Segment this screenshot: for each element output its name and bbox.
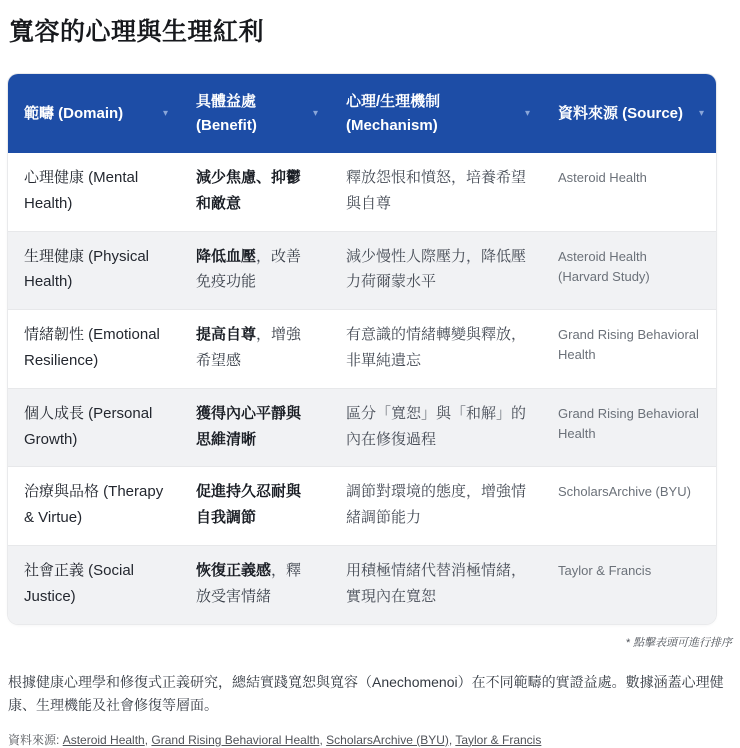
benefit-cell: 獲得內心平靜與思維清晰 <box>196 404 302 448</box>
domain-cell: 心理健康 (Mental Health) <box>24 169 139 212</box>
column-header-domain[interactable] <box>8 74 180 153</box>
table-row <box>8 466 716 545</box>
domain-cell: 情緒韌性 (Emotional Resilience) <box>24 326 160 369</box>
source-link-grand-rising[interactable]: Grand Rising Behavioral Health <box>151 732 320 747</box>
benefit-cell: 促進持久忍耐與自我調節 <box>196 483 302 527</box>
source-cell: Asteroid Health <box>558 170 647 185</box>
source-cell: ScholarsArchive (BYU) <box>558 484 691 500</box>
sort-hint-footnote: * 點擊表頭可進行排序 <box>625 636 732 649</box>
mechanism-cell: 調節對環境的態度，增強情緒調節能力 <box>346 483 527 527</box>
column-header-label: 具體益處 (Benefit) <box>196 93 257 134</box>
source-link-asteroid-health[interactable]: Asteroid Health <box>62 732 145 747</box>
benefit-cell: 提高自尊，增強希望感 <box>196 326 302 369</box>
mechanism-cell: 釋放怨恨和憤怒，培養希望與自尊 <box>346 169 527 212</box>
benefit-cell: 恢復正義感，釋放受害情緒 <box>196 561 302 605</box>
column-header-source[interactable] <box>542 74 716 153</box>
table-row <box>8 309 716 388</box>
source-cell: Grand Rising Behavioral Health <box>558 327 699 363</box>
sources-label: 資料來源: <box>8 732 60 747</box>
benefits-table <box>8 74 716 624</box>
column-header-label: 資料來源 (Source) <box>558 104 684 122</box>
mechanism-cell: 區分「寬恕」與「和解」的內在修復過程 <box>346 404 527 448</box>
domain-cell: 治療與品格 (Therapy & Virtue) <box>24 483 164 527</box>
mechanism-cell: 用積極情緒代替消極情緒，實現內在寬恕 <box>346 561 527 605</box>
sources-line: 資料來源: Asteroid Health, Grand Rising Behavioral Health, ScholarsArchive (BYU), Taylor & Francis <box>8 732 542 747</box>
table-row <box>8 153 716 231</box>
domain-cell: 個人成長 (Personal Growth) <box>24 404 153 448</box>
table-body <box>8 153 716 624</box>
column-header-benefit[interactable] <box>180 74 330 153</box>
column-header-label: 範疇 (Domain) <box>24 104 124 122</box>
sort-down-icon: ▾ <box>524 107 530 119</box>
table-header-row <box>8 74 716 153</box>
source-link-taylor-francis[interactable]: Taylor & Francis <box>455 732 542 747</box>
benefit-cell: 減少焦慮、抑鬱和敵意 <box>196 169 302 212</box>
mechanism-cell: 有意識的情緒轉變與釋放，非單純遺忘 <box>346 326 527 369</box>
table-row <box>8 545 716 624</box>
source-cell: Asteroid Health (Harvard Study) <box>558 248 650 284</box>
source-cell: Grand Rising Behavioral Health <box>558 405 699 441</box>
table-row <box>8 388 716 467</box>
domain-cell: 社會正義 (Social Justice) <box>24 561 135 605</box>
column-header-mechanism[interactable] <box>330 74 542 153</box>
mechanism-cell: 減少慢性人際壓力，降低壓力荷爾蒙水平 <box>346 247 527 291</box>
domain-cell: 生理健康 (Physical Health) <box>24 247 150 291</box>
sort-down-icon: ▾ <box>698 107 704 119</box>
table-row <box>8 231 716 310</box>
source-link-scholarsarchive[interactable]: ScholarsArchive (BYU) <box>326 732 449 747</box>
sort-down-icon: ▾ <box>162 107 168 119</box>
summary-paragraph: 根據健康心理學和修復式正義研究，總結實踐寬恕與寬容（Anechomenoi）在不同範疇的實證益處。數據涵蓋心理健康、生理機能及社會修復等層面。 <box>8 673 724 713</box>
sort-down-icon: ▾ <box>312 107 318 119</box>
benefit-cell: 降低血壓，改善免疫功能 <box>196 247 302 291</box>
source-cell: Taylor & Francis <box>558 562 652 578</box>
column-header-label: 心理/生理機制 (Mechanism) <box>346 93 441 134</box>
page-title: 寬容的心理與生理紅利 <box>9 18 265 46</box>
